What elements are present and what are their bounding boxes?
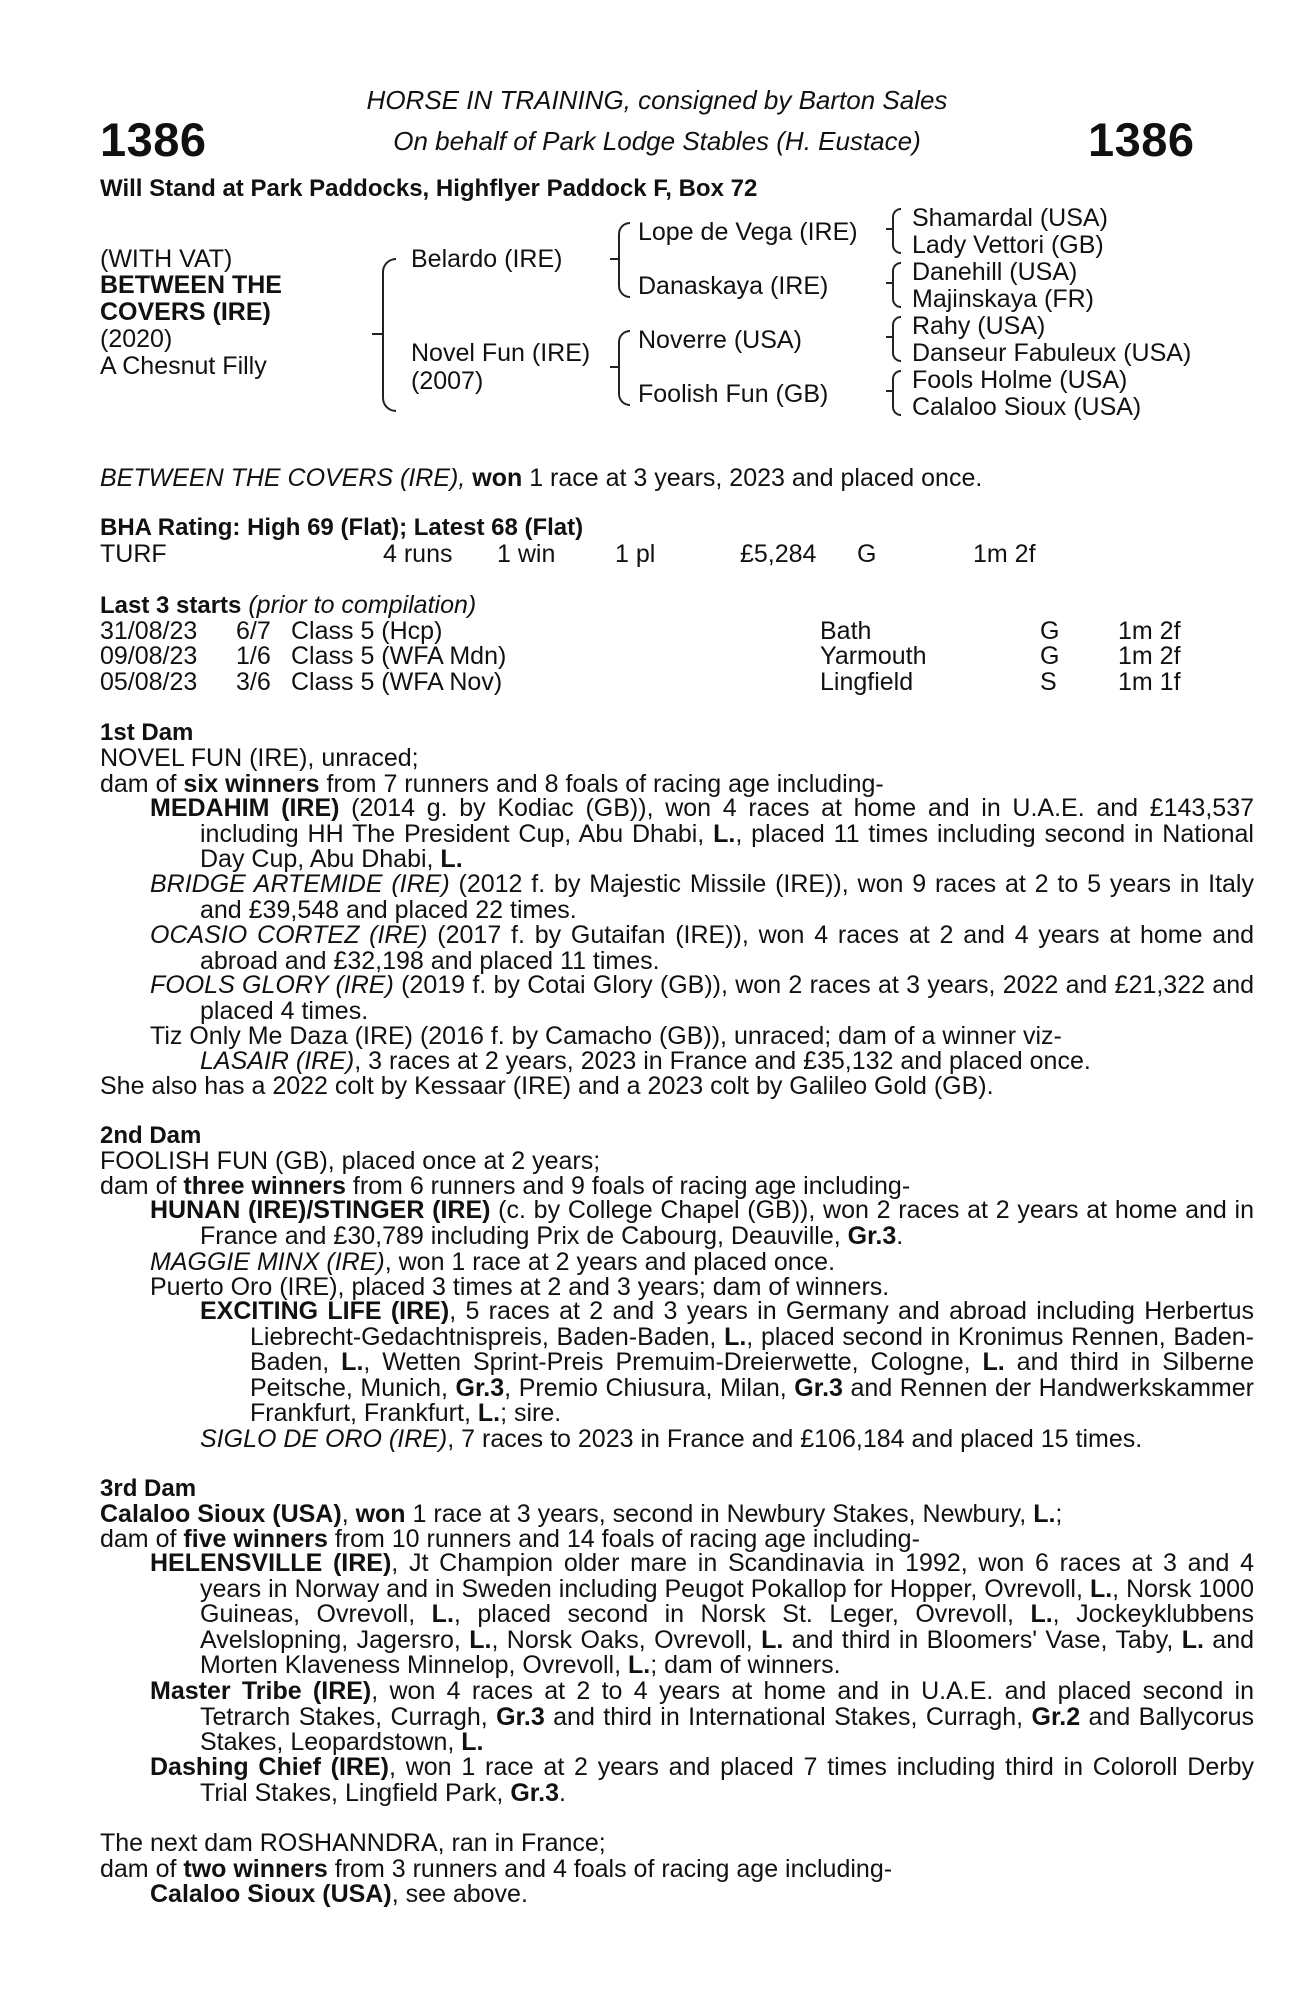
listed-marker: L.: [341, 1348, 364, 1376]
progeny-bridge-artemide: [150, 872, 1254, 923]
progeny-name: LASAIR (IRE): [200, 1047, 355, 1075]
last-starts-note: (prior to compilation): [241, 591, 477, 619]
start-course: Lingfield: [820, 668, 914, 696]
last-starts-title: Last 3 starts: [100, 592, 242, 619]
gen3-brace-2: [892, 262, 901, 308]
winners-count: three winners: [183, 1172, 346, 1200]
next-dam-line2: [100, 1856, 892, 1882]
start-going: S: [1040, 668, 1057, 696]
start-going: G: [1040, 617, 1060, 645]
start-date: 31/08/23: [100, 617, 198, 645]
vat-label: (WITH VAT): [100, 245, 233, 273]
text: (2019 f. by Cotai Glory (GB)), won 2 races at 3 years, 2022 and £21,322 and placed 4 times.: [200, 971, 1255, 1025]
text: dam of: [100, 1172, 184, 1200]
text: and Ballycorus Stakes, Leopardstown,: [200, 1702, 1254, 1756]
text: , 5 races at 2 and 3 years in Germany and abroad including Herbertus Liebrecht-Gedachtnispreis, Baden-Baden,: [250, 1297, 1254, 1351]
text: , Jockeyklubbens Avelslopning, Jagersro,: [200, 1600, 1254, 1654]
text: 1 race at 3 years, second in Newbury Stakes, Newbury,: [405, 1500, 1034, 1528]
dam-year: (2007): [411, 367, 484, 395]
pedigree-brace-main: [382, 258, 396, 412]
text: and Rennen der Handwerkskammer Frankfurt, Frankfurt,: [250, 1373, 1254, 1427]
text: from 10 runners and 14 foals of racing age including-: [327, 1525, 920, 1553]
lot-number-left: 1386: [100, 113, 207, 166]
group-marker: Gr.3: [455, 1373, 505, 1402]
text: dam of: [100, 770, 184, 798]
start-distance: 1m 2f: [1118, 642, 1181, 670]
rating-placed: 1 pl: [615, 540, 656, 568]
start-class: Class 5 (Hcp): [291, 617, 443, 645]
gen3-name-2: Lady Vettori (GB): [912, 231, 1104, 259]
listed-marker: L.: [627, 1651, 651, 1679]
text: , 7 races to 2023 in France and £106,184 and placed 15 times.: [447, 1425, 1143, 1453]
text: , won 4 races at 2 to 4 years at home and in U.A.E. and placed second in Tetrarch Stakes, Curragh,: [200, 1677, 1254, 1731]
listed-marker: L.: [461, 1728, 484, 1756]
progeny-helensville: [150, 1551, 1254, 1679]
text: and third in International Stakes, Curragh,: [544, 1702, 1032, 1731]
text: , 3 races at 2 years, 2023 in France and £35,132 and placed once.: [354, 1047, 1091, 1075]
text: and Morten Klaveness Minnelop, Ovrevoll,: [200, 1625, 1254, 1679]
gen3-name-8: Calaloo Sioux (USA): [912, 393, 1142, 421]
listed-marker: L.: [1030, 1600, 1053, 1628]
rating-earnings: £5,284: [740, 540, 817, 568]
listed-marker: L.: [1089, 1574, 1113, 1603]
second-dam-line1: FOOLISH FUN (GB), placed once at 2 years;: [100, 1147, 601, 1175]
group-marker: Gr.3: [847, 1221, 897, 1250]
first-dam-also: She also has a 2022 colt by Kessaar (IRE) and a 2023 colt by Galileo Gold (GB).: [100, 1072, 994, 1100]
race-summary: [100, 465, 982, 491]
text: , see above.: [391, 1880, 528, 1908]
third-dam-won: won: [355, 1500, 406, 1528]
text: , Premio Chiusura, Milan,: [504, 1373, 795, 1402]
listed-marker: L.: [982, 1348, 1005, 1376]
listed-marker: L.: [1181, 1625, 1204, 1654]
text: and third in Bloomers' Vase, Taby,: [783, 1625, 1182, 1654]
text: , Wetten Sprint-Preis Premuim-Dreierwette, Cologne,: [363, 1348, 983, 1376]
sire-dam-name: Danaskaya (IRE): [638, 272, 829, 300]
text: (2017 f. by Gutaifan (IRE)), won 4 races at 2 and 4 years at home and abroad and £32,198 and placed 11 times.: [200, 921, 1254, 975]
listed-marker: L.: [713, 819, 736, 848]
listed-marker: L.: [477, 1399, 501, 1427]
sire-brace: [618, 222, 630, 298]
progeny-name: SIGLO DE ORO (IRE): [200, 1425, 448, 1453]
progeny-name: Dashing Chief (IRE): [150, 1753, 389, 1781]
text: , Norsk 1000 Guineas, Ovrevoll,: [200, 1574, 1254, 1628]
text: ; sire.: [500, 1399, 562, 1427]
summary-horse-name: BETWEEN THE COVERS (IRE),: [100, 464, 466, 492]
text: from 3 runners and 4 foals of racing age including-: [327, 1855, 893, 1883]
gen3-name-5: Rahy (USA): [912, 312, 1046, 340]
winners-count: five winners: [183, 1525, 328, 1553]
progeny-name: BRIDGE ARTEMIDE (IRE): [150, 870, 450, 898]
progeny-name: HUNAN (IRE)/STINGER (IRE): [150, 1196, 491, 1224]
gen3-name-1: Shamardal (USA): [912, 204, 1108, 232]
dam-sire-name: Noverre (USA): [638, 326, 802, 354]
text: , placed 11 times including second in National Day Cup, Abu Dhabi,: [200, 819, 1254, 873]
text: , won 1 race at 2 years and placed 7 times including third in Coloroll Derby Trial Stakes, Lingfield Park,: [200, 1753, 1254, 1807]
next-dam-line3: [150, 1881, 528, 1907]
start-distance: 1m 2f: [1118, 617, 1181, 645]
horse-name-line2: COVERS (IRE): [100, 298, 271, 326]
gen3-brace-1-point: [886, 228, 892, 230]
progeny-ocasio-cortez: [150, 923, 1254, 974]
group-marker: Gr.3: [496, 1702, 545, 1731]
horse-year: (2020): [100, 325, 173, 353]
grand-progeny-siglo-de-oro: [200, 1426, 1142, 1452]
sire-brace-point: [610, 258, 618, 260]
winners-count: two winners: [183, 1855, 328, 1883]
pedigree-brace-main-point: [372, 333, 382, 335]
listed-marker: L.: [431, 1600, 454, 1628]
start-date: 09/08/23: [100, 642, 198, 670]
text: (2014 g. by Kodiac (GB)), won 4 races at home and in U.A.E. and £143,537 including HH The President Cup, Abu Dhabi,: [200, 794, 1254, 848]
text: dam of: [100, 1525, 184, 1553]
text: , won 1 race at 2 years and placed once.: [384, 1248, 836, 1276]
gen3-brace-3-point: [886, 336, 892, 338]
summary-rest: 1 race at 3 years, 2023 and placed once.: [522, 464, 983, 492]
grand-progeny-exciting-life: [200, 1299, 1254, 1427]
start-position: 6/7: [236, 617, 271, 645]
progeny-fools-glory: [150, 973, 1254, 1024]
dam-brace-point: [610, 366, 618, 368]
listed-marker: L.: [469, 1625, 492, 1654]
rating-wins: 1 win: [497, 540, 556, 568]
rating-going: G: [857, 540, 877, 568]
third-dam-heading: 3rd Dam: [100, 1475, 197, 1502]
listed-marker: L.: [761, 1625, 784, 1654]
start-date: 05/08/23: [100, 668, 198, 696]
start-position: 1/6: [236, 642, 271, 670]
progeny-name: Calaloo Sioux (USA): [150, 1880, 392, 1908]
gen3-name-7: Fools Holme (USA): [912, 366, 1128, 394]
gen3-brace-2-point: [886, 282, 892, 284]
dam-brace: [618, 330, 630, 406]
horse-description: A Chesnut Filly: [100, 352, 267, 380]
rating-distance: 1m 2f: [973, 540, 1036, 568]
progeny-name: EXCITING LIFE (IRE): [200, 1297, 450, 1325]
progeny-dashing-chief: [150, 1755, 1254, 1806]
text: and third in Silberne Peitsche, Munich,: [250, 1348, 1254, 1402]
text: from 6 runners and 9 foals of racing age including-: [345, 1172, 911, 1200]
gen3-brace-4-point: [886, 390, 892, 392]
listed-marker: L.: [724, 1322, 747, 1351]
first-dam-heading: 1st Dam: [100, 719, 194, 746]
last-starts-heading: [100, 592, 476, 619]
start-position: 3/6: [236, 668, 271, 696]
progeny-name: HELENSVILLE (IRE): [150, 1549, 392, 1577]
first-dam-line1: NOVEL FUN (IRE), unraced;: [100, 744, 419, 772]
text: ; dam of winners.: [650, 1651, 841, 1679]
progeny-name: MAGGIE MINX (IRE): [150, 1248, 385, 1276]
gen3-brace-4: [892, 370, 901, 416]
progeny-name: MEDAHIM (IRE): [150, 794, 340, 822]
next-dam-line1: The next dam ROSHANNDRA, ran in France;: [100, 1829, 606, 1857]
group-marker: Gr.2: [1031, 1702, 1081, 1731]
summary-won: won: [472, 464, 523, 492]
gen3-brace-3: [892, 316, 901, 362]
text: (c. by College Chapel (GB)), won 2 races at 2 years at home and in France and £30,789 including Prix de Cabourg, Deauville,: [200, 1196, 1254, 1250]
group-marker: Gr.3: [794, 1373, 843, 1402]
rating-runs: 4 runs: [383, 540, 453, 568]
text: dam of: [100, 1855, 184, 1883]
grand-progeny-lasair: [200, 1048, 1091, 1074]
second-dam-heading: 2nd Dam: [100, 1122, 202, 1149]
text: (2012 f. by Majestic Missile (IRE)), won 9 races at 2 to 5 years in Italy and £39,548 and placed 22 times.: [200, 870, 1254, 924]
text: from 7 runners and 8 foals of racing age including-: [319, 770, 884, 798]
text: , placed second in Norsk St. Leger, Ovrevoll,: [453, 1600, 1031, 1628]
text: , Norsk Oaks, Ovrevoll,: [491, 1625, 762, 1654]
dam-dam-name: Foolish Fun (GB): [638, 380, 829, 408]
winners-count: six winners: [183, 770, 320, 798]
header-on-behalf: On behalf of Park Lodge Stables (H. Eustace): [393, 126, 921, 156]
listed-marker: L.: [1033, 1500, 1056, 1528]
progeny-name: OCASIO CORTEZ (IRE): [150, 921, 428, 949]
horse-name-line1: BETWEEN THE: [100, 271, 282, 299]
progeny-medahim: [150, 796, 1254, 873]
progeny-master-tribe: [150, 1679, 1254, 1756]
start-course: Yarmouth: [820, 642, 927, 670]
progeny-tiz-only-me-daza: Tiz Only Me Daza (IRE) (2016 f. by Camacho (GB)), unraced; dam of a winner viz-: [150, 1022, 1062, 1050]
start-distance: 1m 1f: [1118, 668, 1181, 696]
text: , placed second in Kronimus Rennen, Baden-Baden,: [250, 1322, 1254, 1376]
bha-rating: BHA Rating: High 69 (Flat); Latest 68 (Flat): [100, 514, 584, 541]
progeny-name: FOOLS GLORY (IRE): [150, 971, 394, 999]
start-going: G: [1040, 642, 1060, 670]
start-course: Bath: [820, 617, 872, 645]
progeny-puerto-oro: Puerto Oro (IRE), placed 3 times at 2 and 3 years; dam of winners.: [150, 1273, 890, 1301]
gen3-name-3: Danehill (USA): [912, 258, 1078, 286]
third-dam-line1: Calaloo Sioux (USA), won 1 race at 3 years, second in Newbury Stakes, Newbury, L.;: [100, 1500, 1063, 1528]
start-class: Class 5 (WFA Mdn): [291, 642, 507, 670]
header-consignor: HORSE IN TRAINING, consigned by Barton Sales: [366, 85, 948, 115]
third-dam-name: Calaloo Sioux (USA): [100, 1500, 342, 1528]
text: .: [558, 1778, 566, 1807]
dam-name: Novel Fun (IRE): [411, 339, 591, 367]
group-marker: Gr.3: [510, 1778, 559, 1807]
sire-sire-name: Lope de Vega (IRE): [638, 218, 858, 246]
stabling-location: Will Stand at Park Paddocks, Highflyer Paddock F, Box 72: [100, 175, 758, 202]
gen3-name-6: Danseur Fabuleux (USA): [912, 339, 1192, 367]
listed-marker: L.: [440, 845, 463, 873]
progeny-name: Master Tribe (IRE): [150, 1677, 372, 1705]
gen3-brace-1: [892, 208, 901, 254]
gen3-name-4: Majinskaya (FR): [912, 285, 1094, 313]
text: , Jt Champion older mare in Scandinavia in 1992, won 6 races at 3 and 4 years in Norway and in Sweden including Peugot Pokallop for Hopper, Ovrevoll,: [200, 1549, 1255, 1603]
lot-number-right: 1386: [1088, 113, 1195, 166]
progeny-hunan: HUNAN (IRE)/STINGER (IRE) (c. by College Chapel (GB)), won 2 races at 2 years at home and in France and £30,789 including Prix de Cabourg, Deauville, Gr.3.: [150, 1196, 1254, 1250]
start-class: Class 5 (WFA Nov): [291, 668, 503, 696]
progeny-maggie-minx: [150, 1249, 835, 1275]
rating-surface: TURF: [100, 540, 167, 568]
text: ;: [1055, 1500, 1063, 1528]
sire-name: Belardo (IRE): [411, 245, 563, 273]
